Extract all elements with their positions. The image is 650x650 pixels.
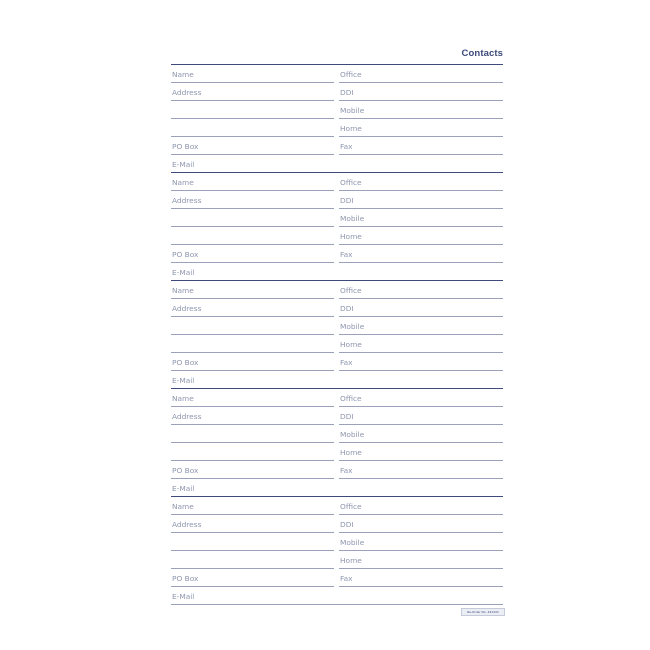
address-line-2-field[interactable] — [171, 209, 334, 227]
home-phone-field-label: Home — [340, 124, 362, 133]
fax-field-label: Fax — [340, 142, 353, 151]
address-field-label: Address — [172, 520, 202, 529]
office-phone-field-label: Office — [340, 502, 362, 511]
office-phone-field[interactable] — [339, 389, 503, 407]
email-field[interactable] — [171, 155, 503, 173]
mobile-field[interactable] — [339, 425, 503, 443]
reorder-number-badge: Re-Order No. 441321 — [461, 608, 505, 616]
ddi-field-label: DDI — [340, 304, 354, 313]
address-line-3-field[interactable] — [171, 443, 334, 461]
address-line-3-field[interactable] — [171, 119, 334, 137]
address-field[interactable] — [171, 83, 334, 101]
office-phone-field-label: Office — [340, 286, 362, 295]
email-field-label: E-Mail — [172, 376, 195, 385]
office-phone-field-label: Office — [340, 70, 362, 79]
email-field[interactable] — [171, 371, 503, 389]
name-field[interactable] — [171, 497, 334, 515]
contact-entry-2 — [171, 172, 503, 280]
ddi-field[interactable] — [339, 191, 503, 209]
ddi-field-label: DDI — [340, 412, 354, 421]
home-phone-field[interactable] — [339, 335, 503, 353]
home-phone-field-label: Home — [340, 448, 362, 457]
ddi-field-label: DDI — [340, 196, 354, 205]
office-phone-field[interactable] — [339, 173, 503, 191]
home-phone-field[interactable] — [339, 119, 503, 137]
contact-entry-5 — [171, 496, 503, 604]
address-line-2-field[interactable] — [171, 101, 334, 119]
address-line-2-field[interactable] — [171, 317, 334, 335]
write-line — [171, 604, 503, 605]
email-field-label: E-Mail — [172, 484, 195, 493]
office-phone-field[interactable] — [339, 65, 503, 83]
po-box-field-label: PO Box — [172, 574, 199, 583]
ddi-field[interactable] — [339, 299, 503, 317]
name-field[interactable] — [171, 389, 334, 407]
fax-field[interactable] — [339, 461, 503, 479]
mobile-field-label: Mobile — [340, 538, 365, 547]
fax-field-label: Fax — [340, 466, 353, 475]
address-field-label: Address — [172, 412, 202, 421]
mobile-field[interactable] — [339, 101, 503, 119]
po-box-field[interactable] — [171, 461, 334, 479]
contact-entry-3 — [171, 280, 503, 388]
contact-entry-4 — [171, 388, 503, 496]
mobile-field-label: Mobile — [340, 214, 365, 223]
mobile-field-label: Mobile — [340, 430, 365, 439]
fax-field[interactable] — [339, 353, 503, 371]
po-box-field[interactable] — [171, 353, 334, 371]
email-field-label: E-Mail — [172, 268, 195, 277]
contact-entry-1 — [171, 64, 503, 172]
address-field[interactable] — [171, 191, 334, 209]
po-box-field-label: PO Box — [172, 142, 199, 151]
mobile-field[interactable] — [339, 209, 503, 227]
fax-field[interactable] — [339, 245, 503, 263]
ddi-field-label: DDI — [340, 88, 354, 97]
home-phone-field-label: Home — [340, 340, 362, 349]
po-box-field[interactable] — [171, 569, 334, 587]
home-phone-field[interactable] — [339, 227, 503, 245]
fax-field-label: Fax — [340, 574, 353, 583]
po-box-field[interactable] — [171, 137, 334, 155]
po-box-field-label: PO Box — [172, 250, 199, 259]
office-phone-field[interactable] — [339, 281, 503, 299]
address-field-label: Address — [172, 304, 202, 313]
name-field[interactable] — [171, 65, 334, 83]
mobile-field-label: Mobile — [340, 322, 365, 331]
address-field[interactable] — [171, 299, 334, 317]
ddi-field[interactable] — [339, 83, 503, 101]
ddi-field[interactable] — [339, 407, 503, 425]
address-line-2-field[interactable] — [171, 533, 334, 551]
home-phone-field-label: Home — [340, 232, 362, 241]
email-field[interactable] — [171, 587, 503, 605]
address-field[interactable] — [171, 515, 334, 533]
fax-field[interactable] — [339, 569, 503, 587]
ddi-field-label: DDI — [340, 520, 354, 529]
address-field[interactable] — [171, 407, 334, 425]
office-phone-field[interactable] — [339, 497, 503, 515]
address-line-2-field[interactable] — [171, 425, 334, 443]
address-field-label: Address — [172, 196, 202, 205]
name-field[interactable] — [171, 173, 334, 191]
mobile-field-label: Mobile — [340, 106, 365, 115]
ddi-field[interactable] — [339, 515, 503, 533]
name-field-label: Name — [172, 70, 194, 79]
po-box-field[interactable] — [171, 245, 334, 263]
po-box-field-label: PO Box — [172, 358, 199, 367]
fax-field[interactable] — [339, 137, 503, 155]
mobile-field[interactable] — [339, 317, 503, 335]
address-line-3-field[interactable] — [171, 551, 334, 569]
email-field[interactable] — [171, 479, 503, 497]
office-phone-field-label: Office — [340, 178, 362, 187]
po-box-field-label: PO Box — [172, 466, 199, 475]
home-phone-field-label: Home — [340, 556, 362, 565]
name-field-label: Name — [172, 394, 194, 403]
address-line-3-field[interactable] — [171, 227, 334, 245]
address-line-3-field[interactable] — [171, 335, 334, 353]
mobile-field[interactable] — [339, 533, 503, 551]
page-title: Contacts — [461, 48, 503, 59]
name-field[interactable] — [171, 281, 334, 299]
fax-field-label: Fax — [340, 250, 353, 259]
email-field[interactable] — [171, 263, 503, 281]
name-field-label: Name — [172, 178, 194, 187]
home-phone-field[interactable] — [339, 551, 503, 569]
name-field-label: Name — [172, 286, 194, 295]
name-field-label: Name — [172, 502, 194, 511]
email-field-label: E-Mail — [172, 592, 195, 601]
office-phone-field-label: Office — [340, 394, 362, 403]
fax-field-label: Fax — [340, 358, 353, 367]
email-field-label: E-Mail — [172, 160, 195, 169]
home-phone-field[interactable] — [339, 443, 503, 461]
address-field-label: Address — [172, 88, 202, 97]
